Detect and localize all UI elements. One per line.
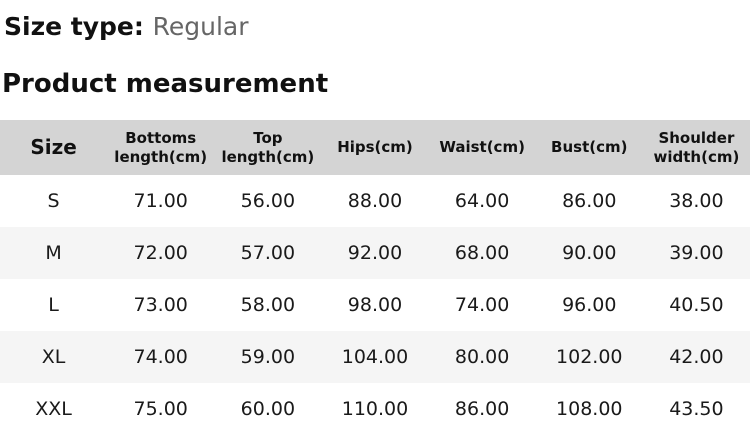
cell-bottoms-length: 75.00 (133, 398, 188, 420)
cell-bust: 90.00 (562, 242, 617, 264)
table-row (0, 175, 750, 227)
cell-bottoms-length: 72.00 (133, 242, 188, 264)
cell-waist: 86.00 (454, 398, 510, 420)
column-header-top-length: Top length(cm) (214, 120, 321, 175)
cell-waist: 68.00 (454, 242, 510, 264)
size-type-value: Regular (152, 12, 249, 41)
cell-top-length: 57.00 (240, 242, 296, 264)
cell-shoulder-width: 42.00 (669, 346, 724, 368)
cell-waist: 64.00 (454, 190, 510, 212)
cell-hips: 110.00 (341, 398, 409, 420)
cell-hips: 98.00 (347, 294, 403, 316)
cell-bottoms-length: 73.00 (133, 294, 188, 316)
cell-shoulder-width: 38.00 (669, 190, 724, 212)
cell-bottoms-length: 74.00 (133, 346, 188, 368)
size-type-heading (0, 0, 750, 42)
cell-bust: 86.00 (562, 190, 617, 212)
product-measurement-title: Product measurement (2, 69, 329, 99)
column-header-size: Size (0, 120, 107, 175)
cell-shoulder-width: 43.50 (669, 398, 724, 420)
cell-hips: 88.00 (347, 190, 403, 212)
cell-waist: 74.00 (454, 294, 510, 316)
cell-waist: 80.00 (454, 346, 510, 368)
table-row (0, 383, 750, 435)
size-type-label: Size type: (4, 12, 144, 41)
cell-hips: 104.00 (341, 346, 409, 368)
cell-top-length: 60.00 (240, 398, 296, 420)
cell-hips: 92.00 (347, 242, 403, 264)
cell-top-length: 56.00 (240, 190, 296, 212)
column-header-shoulder-width: Shoulder width(cm) (643, 120, 750, 175)
table-row (0, 331, 750, 383)
cell-shoulder-width: 40.50 (669, 294, 724, 316)
cell-bottoms-length: 71.00 (133, 190, 188, 212)
header-row (0, 120, 750, 175)
cell-bust: 102.00 (556, 346, 623, 368)
column-header-waist: Waist(cm) (429, 120, 536, 175)
column-header-bottoms-length: Bottoms length(cm) (107, 120, 214, 175)
size-chart-body (0, 175, 750, 435)
cell-top-length: 58.00 (240, 294, 296, 316)
cell-top-length: 59.00 (240, 346, 296, 368)
cell-size: XXL (35, 398, 72, 420)
size-chart-header (0, 120, 750, 175)
size-chart-table (0, 120, 750, 435)
cell-bust: 108.00 (556, 398, 623, 420)
table-row (0, 279, 750, 331)
table-row (0, 227, 750, 279)
cell-size: M (45, 242, 62, 264)
cell-size: S (47, 190, 60, 212)
cell-shoulder-width: 39.00 (669, 242, 724, 264)
cell-size: XL (41, 346, 66, 368)
cell-size: L (48, 294, 59, 316)
cell-bust: 96.00 (562, 294, 617, 316)
column-header-hips: Hips(cm) (321, 120, 428, 175)
column-header-bust: Bust(cm) (536, 120, 643, 175)
